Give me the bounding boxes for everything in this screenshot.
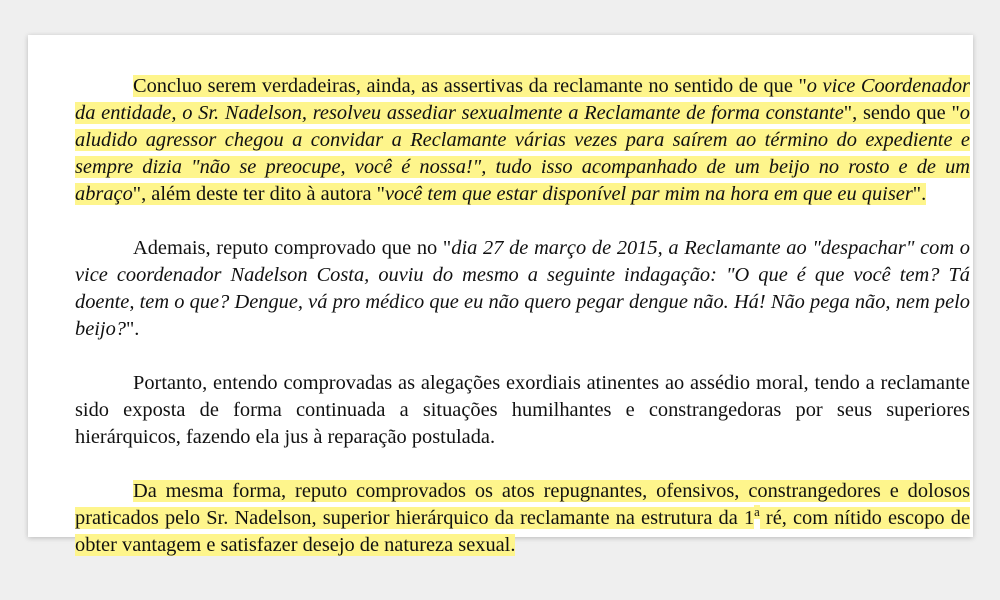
body-text: Portanto, entendo comprovadas as alegações exordiais atinentes ao assédio moral, tendo a reclamante sido exposta de forma continuada a situações humilhantes e constrangedoras por seus superiores hierárquicos, fazendo ela jus à reparação postulada. [75, 372, 970, 448]
quoted-text: dia 27 de março de 2015, a Reclamante ao "despachar" com o vice coordenador Nadelson Costa, ouviu do mesmo a seguinte indagação: "O que é que você tem? Tá doente, tem o que? Dengue, vá pro médico que eu não quero pegar dengue não. Há! Não pega não, nem pelo beijo? [75, 237, 970, 340]
highlighted-paragraph [75, 73, 970, 208]
body-text: Da mesma forma, reputo comprovados os atos repugnantes, ofensivos, constrangedores e dolosos praticados pelo Sr. Nadelson, superior hierárquico da reclamante na estrutura da 1 [75, 480, 970, 529]
paragraph [75, 235, 970, 343]
quoted-text: você tem que estar disponível par mim na hora em que eu quiser [384, 183, 913, 205]
body-text: ". [912, 183, 927, 205]
highlighted-paragraph [75, 478, 970, 559]
quoted-text: o vice Coordenador da entidade, o Sr. Nadelson, resolveu assediar sexualmente a Reclamante de forma constante [75, 75, 970, 124]
superscript-text: a [754, 505, 760, 520]
body-text: ré, com nítido escopo de obter vantagem e satisfazer desejo de natureza sexual. [75, 507, 971, 556]
body-text: Concluo serem verdadeiras, ainda, as assertivas da reclamante no sentido de que " [133, 75, 807, 97]
paragraph [75, 370, 970, 451]
body-text: ", sendo que " [843, 102, 960, 124]
body-text: Ademais, reputo comprovado que no " [133, 237, 452, 259]
body-text: ". [125, 318, 140, 340]
document-page [28, 35, 973, 556]
document-text [75, 73, 970, 586]
body-text: ", além deste ter dito à autora " [132, 183, 385, 205]
quoted-text: o aludido agressor chegou a convidar a Reclamante várias vezes para saírem ao término do expediente e sempre dizia "não se preocupe, você é nossa!", tudo isso acompanhado de um beijo no rosto e de um abraço [75, 102, 970, 205]
